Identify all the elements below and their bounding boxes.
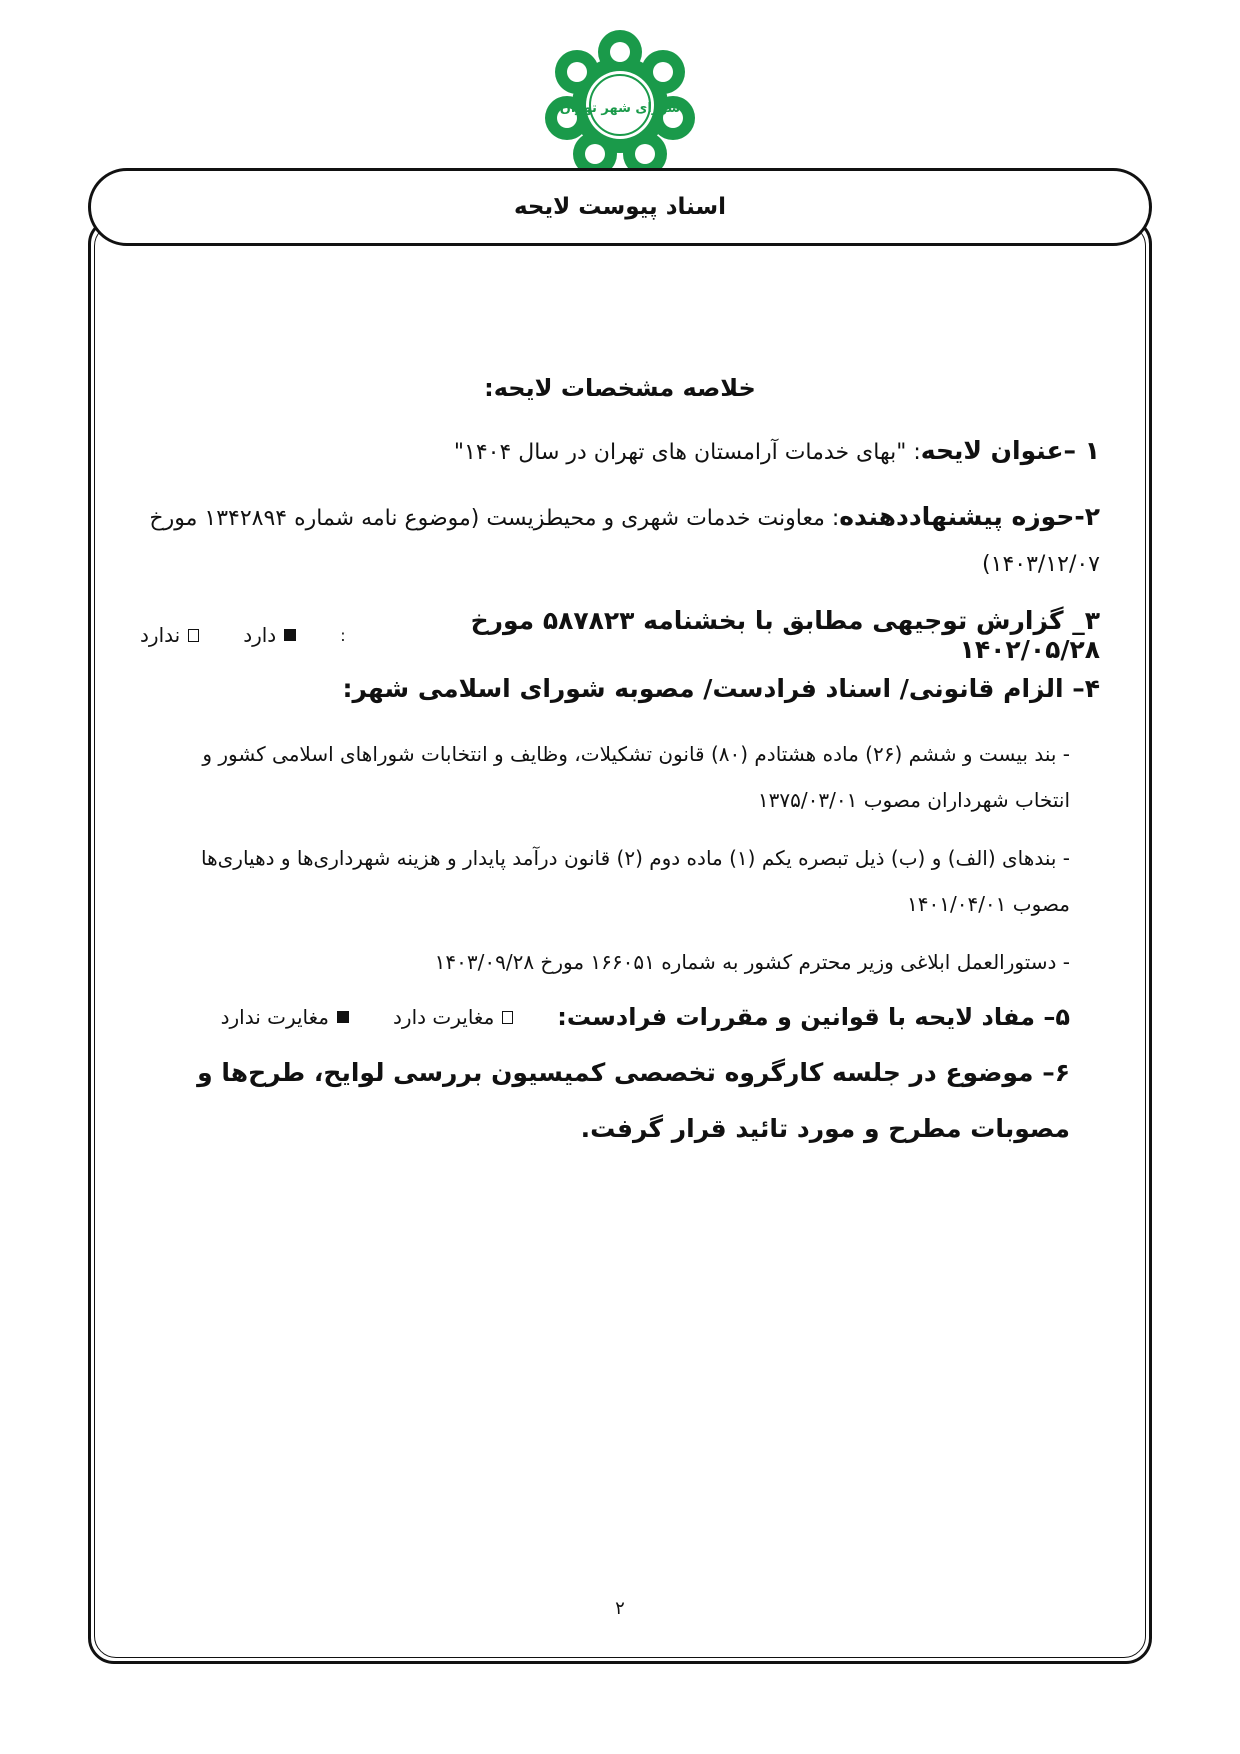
option-hasnot-label: ندارد (140, 623, 181, 647)
option-has-label: دارد (243, 623, 277, 647)
item-3-label: ۳_ گزارش توجیهی مطابق با بخشنامه ۵۸۷۸۲۳ مورخ ۱۴۰۲/۰۵/۲۸ (470, 606, 1100, 664)
option-conflict-label: مغایرت دارد (393, 1005, 495, 1029)
header-title: اسناد پیوست لایحه (513, 194, 727, 220)
item-6-approval: ۶– موضوع در جلسه کارگروه تخصصی کمیسیون بررسی لوایح، طرح‌ها و مصوبات مطرح و مورد تائید قرار گرفت. (197, 1058, 1070, 1143)
option-hasnot (140, 623, 199, 647)
item-5-conformity (170, 1003, 1070, 1031)
item-1-bill-title (140, 428, 1100, 476)
item-4-legal-requirement: ۴– الزام قانونی/ اسناد فرادست/ مصوبه شورای اسلامی شهر: (342, 674, 1100, 703)
unchecked-box-icon (188, 629, 199, 642)
header-banner (88, 168, 1152, 246)
item-3-colon: : (340, 625, 346, 645)
option-noconflict-label: مغایرت ندارد (220, 1005, 330, 1029)
checked-box-icon (337, 1011, 349, 1023)
item-1-text: : "بهای خدمات آرامستان های تهران در سال ۱۴۰۴" (453, 440, 921, 465)
document-body (140, 360, 1100, 1157)
checked-box-icon (284, 629, 296, 641)
item-1-label: ۱ –عنوان لایحه (920, 436, 1100, 465)
option-conflict (393, 1005, 513, 1029)
item-5-label: ۵– مفاد لایحه با قوانین و مقررات فرادست: (557, 1003, 1070, 1031)
legal-ref-1: - بند بیست و ششم (۲۶) ماده هشتادم (۸۰) قانون تشکیلات، وظایف و انتخابات شوراهای اسلامی کشور و انتخاب شهرداران مصوب ۱۳۷۵/۰۳/۰۱ (202, 742, 1070, 812)
logo-emblem-icon (545, 30, 695, 180)
page-number: ۲ (615, 1598, 625, 1619)
item-3-justification-report (140, 606, 1100, 664)
logo-text: شورای شهر تهران (559, 101, 681, 116)
item-2-label: ۲-حوزه پیشنهاددهنده (839, 502, 1100, 531)
legal-ref-2: - بندهای (الف) و (ب) ذیل تبصره یکم (۱) ماده دوم (۲) قانون درآمد پایدار و هزینه شهرداری‌ها و دهیاری‌ها مصوب ۱۴۰۱/۰۴/۰۱ (200, 846, 1070, 916)
item-2-proposer (140, 494, 1100, 588)
item-2-text: : معاونت خدمات شهری و محیطزیست (موضوع نامه شماره ۱۳۴۲۸۹۴ مورخ ۱۴۰۳/۱۲/۰۷) (149, 506, 1100, 577)
unchecked-box-icon (502, 1011, 513, 1024)
legal-ref-3: - دستورالعمل ابلاغی وزیر محترم کشور به شماره ۱۶۶۰۵۱ مورخ ۱۴۰۳/۰۹/۲۸ (434, 950, 1070, 974)
option-has (243, 623, 296, 647)
summary-title: خلاصه مشخصات لایحه: (484, 374, 756, 402)
tehran-council-logo (545, 30, 695, 180)
option-noconflict (221, 1005, 349, 1029)
